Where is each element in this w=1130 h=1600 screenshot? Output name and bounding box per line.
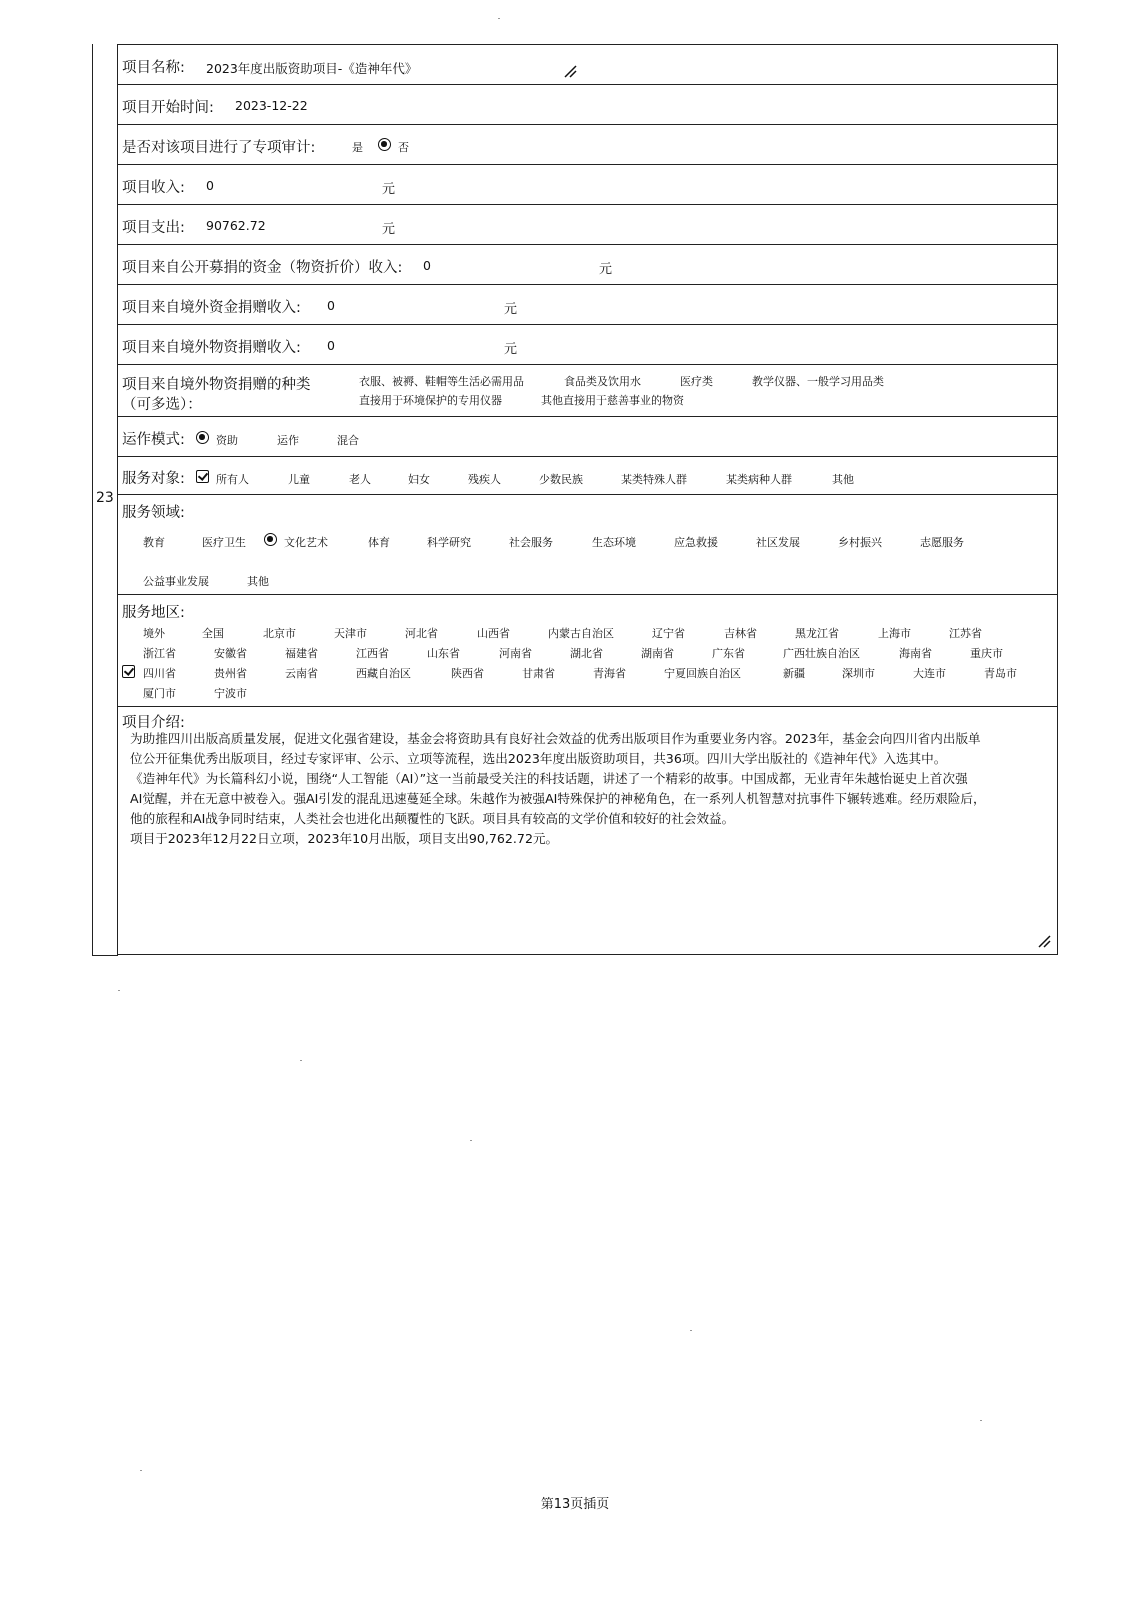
goods-option-environment[interactable]: 直接用于环境保护的专用仪器 [359,394,502,407]
area-item[interactable]: 河南省 [499,647,532,660]
service-target-label: 服务对象: [122,471,185,487]
row-start-time [118,85,1057,125]
field-culture[interactable]: 文化艺术 [284,536,328,549]
foreign-goods-label: 项目来自境外物资捐赠收入: [122,340,301,356]
operation-mode-operate[interactable]: 运作 [277,434,299,447]
service-target-special[interactable]: 某类特殊人群 [621,473,687,486]
field-volunteer[interactable]: 志愿服务 [920,536,964,549]
frame-bottom-border [92,955,118,956]
intro-line: 项目于2023年12月22日立项，2023年10月出版，项目支出90,762.72元。 [130,831,559,846]
expense-value[interactable]: 90762.72 [206,218,266,233]
area-item[interactable]: 浙江省 [143,647,176,660]
goods-types-sublabel: （可多选）： [122,397,202,413]
intro-line: 《造神年代》为长篇科幻小说，围绕“人工智能（AI）”这一当前最受关注的科技话题，讲述了一个精彩的故事。中国成都，无业青年朱越怡诞史上首次强 [130,771,968,786]
page-footer: 第13页插页 [540,1497,610,1512]
area-item[interactable]: 山西省 [477,627,510,640]
service-target-all-checkbox[interactable] [196,470,209,483]
row-foreign-fund [118,285,1057,325]
field-rural[interactable]: 乡村振兴 [838,536,882,549]
area-item[interactable]: 广西壮族自治区 [783,647,860,660]
income-unit: 元 [382,182,396,197]
row-operation-mode [118,417,1057,457]
income-label: 项目收入: [122,180,185,196]
area-item[interactable]: 湖北省 [570,647,603,660]
row-service-target [118,457,1057,495]
field-public-welfare[interactable]: 公益事业发展 [143,575,209,588]
field-community[interactable]: 社区发展 [756,536,800,549]
area-item[interactable]: 青岛市 [984,667,1017,680]
row-foreign-goods [118,325,1057,365]
area-item[interactable]: 上海市 [878,627,911,640]
area-item[interactable]: 深圳市 [842,667,875,680]
operation-mode-label: 运作模式: [122,432,185,448]
area-item[interactable]: 全国 [202,627,224,640]
operation-mode-grant[interactable]: 资助 [216,434,238,447]
field-culture-radio[interactable] [264,533,277,546]
row-service-field [118,495,1057,595]
field-emergency[interactable]: 应急救援 [674,536,718,549]
public-fund-value[interactable]: 0 [423,258,431,273]
area-item[interactable]: 福建省 [285,647,318,660]
operation-mode-grant-radio[interactable] [196,431,209,444]
operation-mode-mixed[interactable]: 混合 [337,434,359,447]
row-audit [118,125,1057,165]
service-target-other[interactable]: 其他 [832,473,854,486]
audit-option-yes[interactable]: 是 [352,141,363,154]
intro-label: 项目介绍: [122,715,185,731]
goods-option-daily[interactable]: 衣服、被褥、鞋帽等生活必需用品 [359,375,524,388]
row-goods-types [118,365,1057,417]
resize-handle-icon[interactable] [1036,933,1052,949]
scan-speck [980,1420,982,1421]
service-area-label: 服务地区: [122,605,185,621]
area-item[interactable]: 湖南省 [641,647,674,660]
audit-option-no[interactable]: 否 [398,141,409,154]
intro-line: AI觉醒，并在无意中被卷入。强AI引发的混乱迅速蔓延全球。朱越作为被强AI特殊保护的神秘角色，在一系列人机智慧对抗事件下辗转逃难。经历艰险后， [130,791,986,806]
area-item[interactable]: 吉林省 [724,627,757,640]
row-number: 23 [96,490,114,506]
scan-speck [690,1330,692,1331]
area-item[interactable]: 贵州省 [214,667,247,680]
area-item[interactable]: 安徽省 [214,647,247,660]
field-other[interactable]: 其他 [247,575,269,588]
intro-line: 他的旅程和AI战争同时结束，人类社会也进化出颠覆性的飞跃。项目具有较高的文学价值和较好的社会效益。 [130,811,735,826]
goods-option-medical[interactable]: 医疗类 [680,375,713,388]
foreign-goods-unit: 元 [504,342,518,357]
foreign-goods-value[interactable]: 0 [327,338,335,353]
area-item[interactable]: 江苏省 [949,627,982,640]
area-row-4 [118,685,1057,703]
project-name-label: 项目名称: [122,60,185,76]
area-row-3 [118,665,1057,683]
row-service-area [118,595,1057,707]
field-research[interactable]: 科学研究 [427,536,471,549]
frame-left-border [92,44,93,956]
scan-speck [498,18,500,19]
field-health[interactable]: 医疗卫生 [202,536,246,549]
service-target-disabled[interactable]: 残疾人 [468,473,501,486]
intro-line: 为助推四川出版高质量发展，促进文化强省建设，基金会将资助具有良好社会效益的优秀出版项目作为重要业务内容。2023年，基金会向四川省内出版单 [130,731,981,746]
project-form [117,44,1058,955]
area-item[interactable]: 新疆 [783,667,805,680]
row-project-name [118,45,1057,85]
area-item[interactable]: 陕西省 [451,667,484,680]
area-sichuan-checkbox[interactable] [122,665,135,678]
goods-option-teaching[interactable]: 教学仪器、一般学习用品类 [752,375,884,388]
area-item[interactable]: 北京市 [263,627,296,640]
goods-option-food[interactable]: 食品类及饮用水 [564,375,641,388]
service-target-disease[interactable]: 某类病种人群 [726,473,792,486]
expense-unit: 元 [382,222,396,237]
area-row-1 [118,625,1057,643]
foreign-fund-unit: 元 [504,302,518,317]
start-time-label: 项目开始时间: [122,100,214,116]
expense-label: 项目支出: [122,220,185,236]
resize-handle-icon[interactable] [562,63,578,79]
area-item[interactable]: 大连市 [913,667,946,680]
income-value[interactable]: 0 [206,178,214,193]
public-fund-unit: 元 [599,262,613,277]
audit-label: 是否对该项目进行了专项审计: [122,140,316,156]
area-item[interactable]: 海南省 [899,647,932,660]
area-item[interactable]: 江西省 [356,647,389,660]
area-item[interactable]: 河北省 [405,627,438,640]
goods-option-other[interactable]: 其他直接用于慈善事业的物资 [541,394,684,407]
service-target-elderly[interactable]: 老人 [349,473,371,486]
start-time-value[interactable]: 2023-12-22 [235,98,308,113]
area-item[interactable]: 黑龙江省 [795,627,839,640]
area-item[interactable]: 四川省 [143,667,176,680]
foreign-fund-value[interactable]: 0 [327,298,335,313]
area-item[interactable]: 境外 [143,627,165,640]
area-item[interactable]: 云南省 [285,667,318,680]
goods-types-label: 项目来自境外物资捐赠的种类 [122,377,311,393]
scan-speck [300,1060,302,1061]
field-education[interactable]: 教育 [143,536,165,549]
area-item[interactable]: 宁波市 [214,687,247,700]
intro-text[interactable] [130,729,1045,849]
area-item[interactable]: 重庆市 [970,647,1003,660]
row-intro [118,707,1057,956]
row-expense [118,205,1057,245]
project-name-value[interactable]: 2023年度出版资助项目-《造神年代》 [206,61,418,76]
intro-line: 位公开征集优秀出版项目，经过专家评审、公示、立项等流程，选出2023年度出版资助项目，共36项。四川大学出版社的《造神年代》入选其中。 [130,751,947,766]
area-item[interactable]: 西藏自治区 [356,667,411,680]
scan-speck [118,990,120,991]
area-item[interactable]: 天津市 [334,627,367,640]
service-target-children[interactable]: 儿童 [288,473,310,486]
service-target-women[interactable]: 妇女 [408,473,430,486]
area-item[interactable]: 宁夏回族自治区 [664,667,741,680]
field-sports[interactable]: 体育 [368,536,390,549]
foreign-fund-label: 项目来自境外资金捐赠收入: [122,300,301,316]
area-item[interactable]: 内蒙古自治区 [548,627,614,640]
scan-speck [470,1140,472,1141]
scan-speck [140,1470,142,1471]
audit-no-radio[interactable] [378,138,391,151]
service-field-label: 服务领域: [122,505,185,521]
service-target-minority[interactable]: 少数民族 [539,473,583,486]
area-item[interactable]: 甘肃省 [522,667,555,680]
row-public-fund [118,245,1057,285]
service-target-all[interactable]: 所有人 [216,473,249,486]
row-income [118,165,1057,205]
area-item[interactable]: 辽宁省 [652,627,685,640]
area-item[interactable]: 广东省 [712,647,745,660]
public-fund-label: 项目来自公开募捐的资金（物资折价）收入: [122,260,403,276]
area-row-2 [118,645,1057,663]
area-item[interactable]: 厦门市 [143,687,176,700]
field-ecology[interactable]: 生态环境 [592,536,636,549]
area-item[interactable]: 山东省 [427,647,460,660]
area-item[interactable]: 青海省 [593,667,626,680]
field-social-service[interactable]: 社会服务 [509,536,553,549]
